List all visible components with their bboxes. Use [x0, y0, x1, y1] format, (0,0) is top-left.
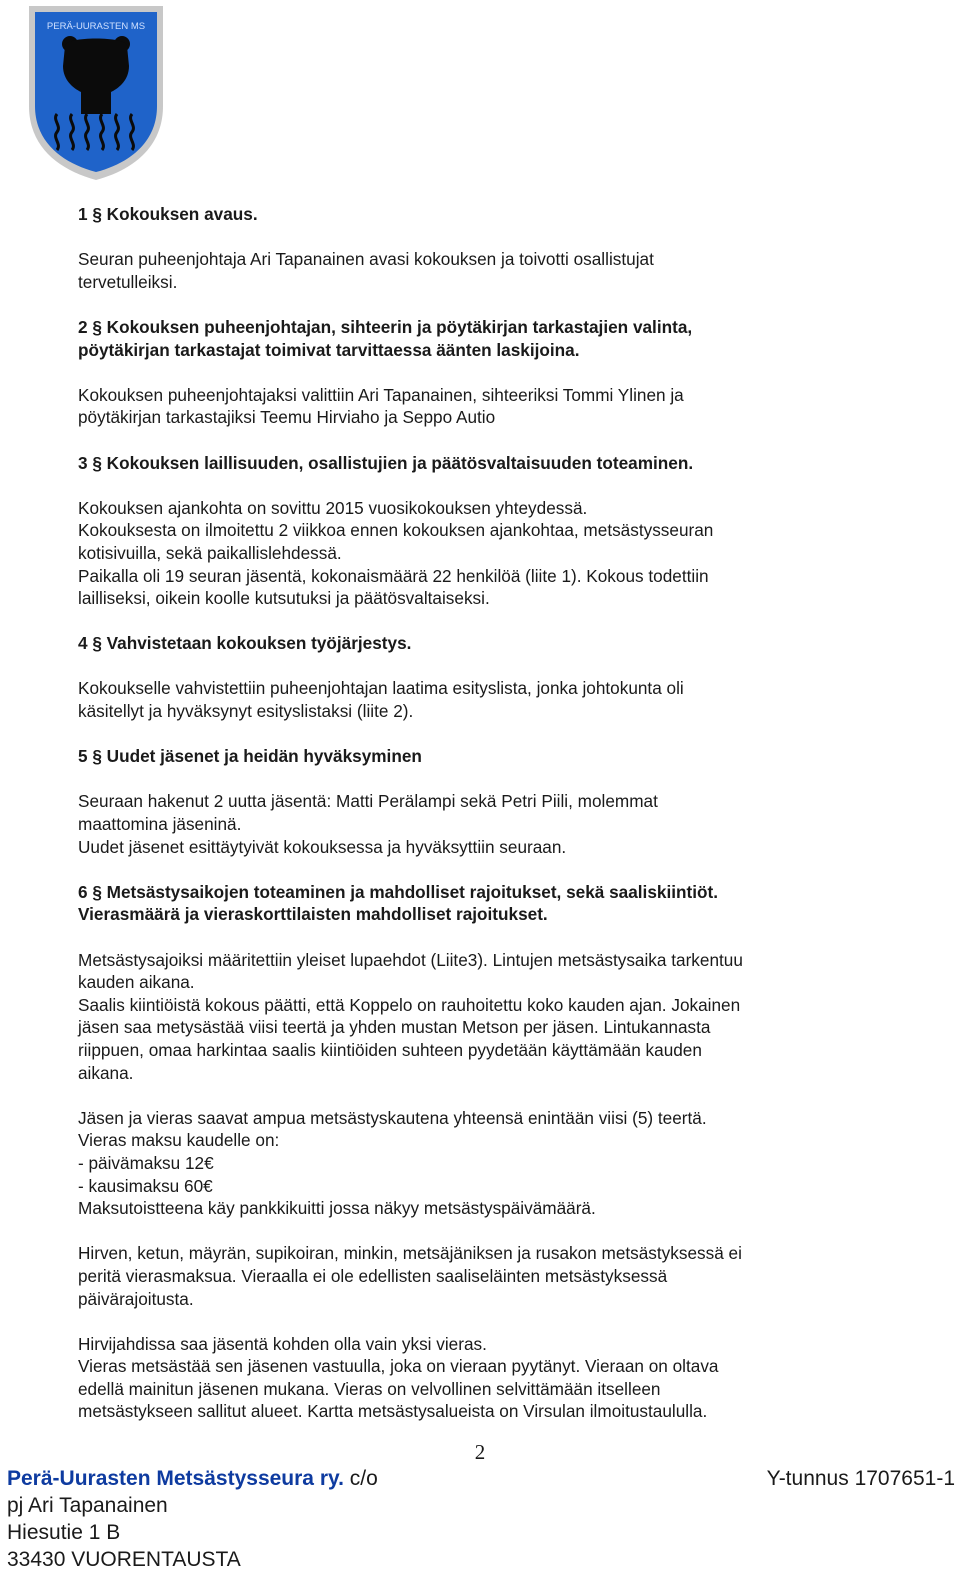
logo-text: PERÄ-UURASTEN MS — [46, 21, 146, 32]
section-3-paragraph: Kokouksen ajankohta on sovittu 2015 vuosikokouksen yhteydessä. Kokouksesta on ilmoitettu 2 viikkoa ennen kokouksen ajankohtaa, metsästysseuran kotisivuilla, sekä paikallislehdessä. Paikalla oli 19 seuran jäsentä, kokonaismäärä 22 henkilöä (liite 1). Kokous todettiin lailliseksi, oikein koolle kutsutuksi ja päätösvaltaiseksi. — [78, 497, 714, 609]
section-6-paragraph-3: Hirven, ketun, mäyrän, supikoiran, minkin, metsäjäniksen ja rusakon metsästyksessä ei peritä vierasmaksua. Vieraalla ei ole edellisten saaliseläinten metsästyksessä päivärajoitusta. — [78, 1243, 742, 1309]
section-1-paragraph: Seuran puheenjohtaja Ari Tapanainen avasi kokouksen ja toivotti osallistujat tervetulleiksi. — [78, 249, 654, 292]
club-logo — [25, 2, 167, 182]
footer-address-line: pj Ari Tapanainen — [7, 1494, 168, 1517]
footer — [7, 1465, 955, 1573]
section-5-heading: 5 § Uudet jäsenet ja heidän hyväksyminen — [78, 746, 422, 767]
section-2-heading: 2 § Kokouksen puheenjohtajan, sihteerin ja pöytäkirjan tarkastajien valinta, pöytäkirjan tarkastajat toimivat tarvittaessa äänten laskijoina. — [78, 316, 693, 360]
section-6-paragraph-2: Jäsen ja vieras saavat ampua metsästyskautena yhteensä enintään viisi (5) teertä. Vieras maksu kaudelle on: - päivämaksu 12€ - kausimaksu 60€ Maksutoistteena käy pankkikuitti jossa näkyy metsästyspäivämäärä. — [78, 1107, 707, 1219]
meeting-minutes — [78, 203, 858, 1423]
footer-co: c/o — [343, 1467, 378, 1490]
section-6-heading: 6 § Metsästysaikojen toteaminen ja mahdolliset rajoitukset, sekä saaliskiintiöt. Vierasmäärä ja vieraskorttilaisten mahdolliset rajoitukset. — [78, 881, 718, 925]
footer-address-line: 33430 VUORENTAUSTA — [7, 1548, 241, 1571]
section-4-heading: 4 § Vahvistetaan kokouksen työjärjestys. — [78, 633, 412, 654]
section-3-heading: 3 § Kokouksen laillisuuden, osallistujien ja päätösvaltaisuuden toteaminen. — [78, 452, 694, 473]
footer-org-name: Perä-Uurasten Metsästysseura ry. — [7, 1467, 344, 1490]
section-1-heading: 1 § Kokouksen avaus. — [78, 204, 258, 224]
section-6-paragraph-4: Hirvijahdissa saa jäsentä kohden olla vain yksi vieras. Vieras metsästää sen jäsenen vastuulla, joka on vieraan pyytänyt. Vieraan on oltava edellä mainitun jäsenen mukana. Vieras on velvollinen selvittämään itselleen metsästykseen sallitut alueet. Kartta metsästysalueista on Virsulan ilmoitustaululla. — [78, 1333, 719, 1422]
section-6-paragraph-1: Metsästysajoiksi määritettiin yleiset lupaehdot (Liite3). Lintujen metsästysaika tarkentuu kauden aikana. Saalis kiintiöistä kokous päätti, että Koppelo on rauhoitettu koko kauden ajan. Jokainen jäsen saa metysästää viisi teertä ja yhden mustan Metson per jäsen. Lintukannasta riippuen, omaa harkintaa saalis kiintiöiden suhteen pyydetään käyttämään kauden aikana. — [78, 949, 743, 1083]
page-number: 2 — [474, 1440, 486, 1464]
section-2-paragraph: Kokouksen puheenjohtajaksi valittiin Ari Tapanainen, sihteeriksi Tommi Ylinen ja pöytäkirjan tarkastajiksi Teemu Hirviaho ja Seppo Autio — [78, 384, 684, 428]
footer-business-id: Y-tunnus 1707651-1 — [766, 1467, 955, 1490]
section-5-paragraph: Seuraan hakenut 2 uutta jäsentä: Matti Perälampi sekä Petri Piili, molemmat maattomina jäseninä. Uudet jäsenet esittäytyivät kokouksessa ja hyväksyttiin seuraan. — [78, 791, 658, 857]
footer-address-line: Hiesutie 1 B — [7, 1521, 121, 1544]
section-4-paragraph: Kokoukselle vahvistettiin puheenjohtajan laatima esityslista, jonka johtokunta oli käsitellyt ja hyväksynyt esityslistaksi (liite 2). — [78, 678, 684, 722]
